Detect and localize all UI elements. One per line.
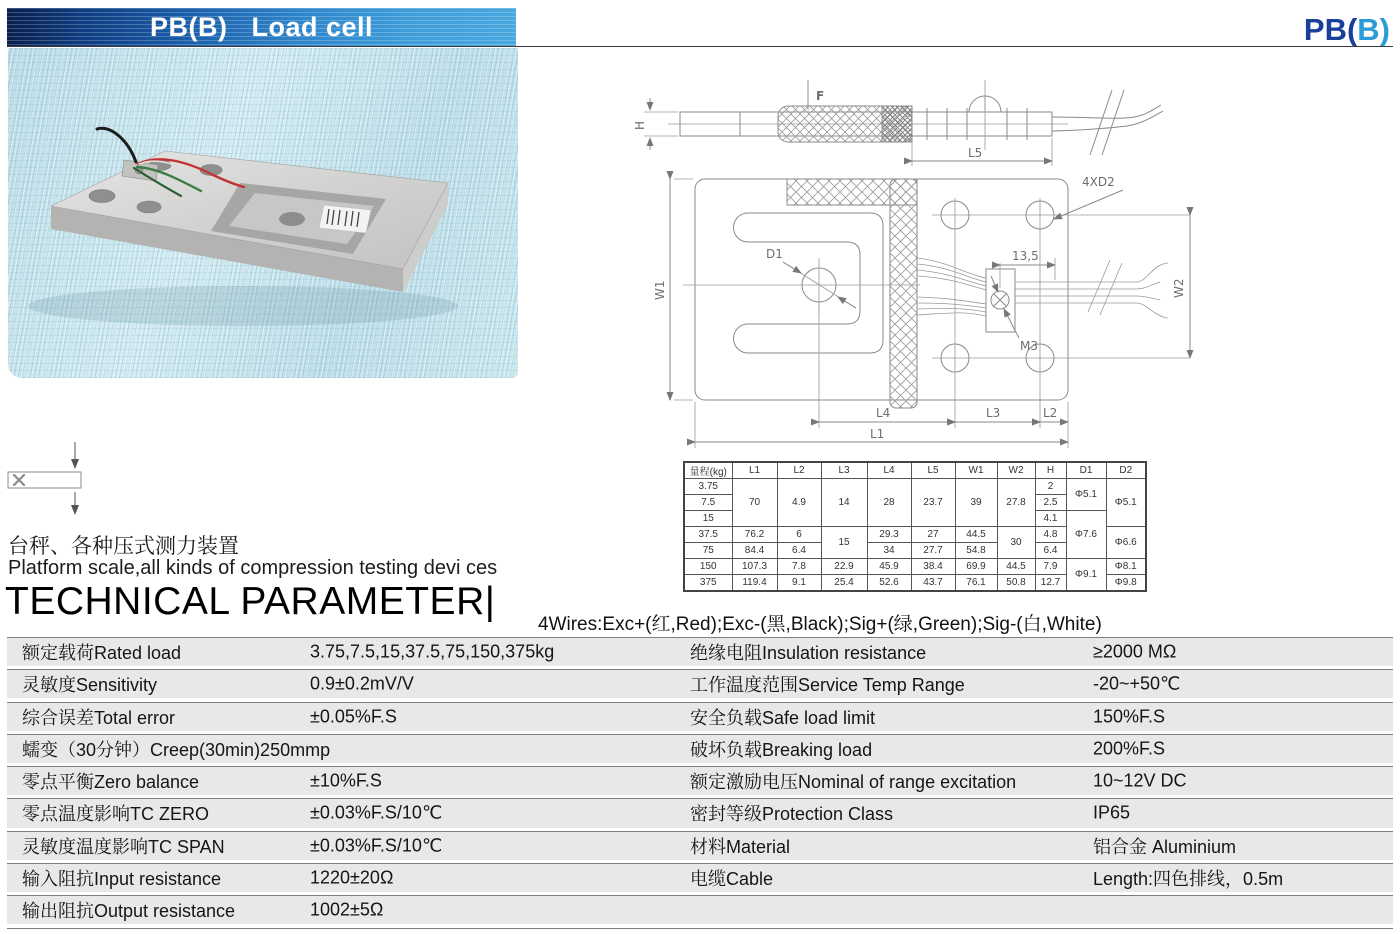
param-label: 密封等级Protection Class bbox=[690, 804, 894, 825]
plate-outline bbox=[695, 179, 1068, 400]
label-l5: L5 bbox=[968, 146, 983, 160]
wires-right bbox=[1015, 260, 1168, 318]
dim-row: 15 4.1 Φ7.6 bbox=[684, 511, 1146, 527]
label-m3: M3 bbox=[1020, 339, 1038, 353]
param-label: 蠕变（30分钟）Creep(30min)250mmp bbox=[22, 739, 331, 760]
param-row bbox=[7, 669, 1393, 698]
param-value: 10~12V DC bbox=[1093, 770, 1187, 791]
param-row bbox=[7, 895, 1393, 924]
brand-part2: B) bbox=[1357, 12, 1390, 47]
param-row bbox=[7, 766, 1393, 795]
wires-left bbox=[917, 258, 986, 316]
u-slot bbox=[734, 213, 884, 353]
cable bbox=[1052, 90, 1163, 155]
load-cell-photo-art bbox=[8, 48, 518, 378]
hatch-vertical-band bbox=[890, 179, 917, 408]
param-label: 零点温度影响TC ZERO bbox=[22, 804, 209, 825]
param-value: ±0.05%F.S bbox=[310, 706, 397, 727]
param-value: ≥2000 MΩ bbox=[1093, 641, 1177, 662]
param-label: 安全负载Safe load limit bbox=[690, 707, 876, 728]
dimension-table bbox=[683, 461, 1147, 592]
param-label: 绝缘电阻Insulation resistance bbox=[690, 643, 927, 664]
label-l4: L4 bbox=[876, 406, 891, 420]
brand-logo bbox=[1304, 12, 1390, 48]
label-w2: W2 bbox=[1172, 278, 1186, 298]
param-row bbox=[7, 637, 1393, 666]
dim-row: 7.5 2.5 bbox=[684, 495, 1146, 511]
param-row bbox=[7, 734, 1393, 763]
param-label: 综合误差Total error bbox=[22, 707, 176, 728]
label-4xd2: 4XD2 bbox=[1082, 175, 1115, 189]
page-title: PB(B) Load cell bbox=[149, 11, 374, 42]
param-value: 200%F.S bbox=[1093, 738, 1166, 759]
table-bottom-border bbox=[7, 928, 1393, 929]
label-l2: L2 bbox=[1043, 406, 1058, 420]
pocket-hole bbox=[279, 212, 305, 226]
label-l3: L3 bbox=[986, 406, 1001, 420]
param-value: 1002±5Ω bbox=[310, 899, 384, 920]
dim-header-row: 量程(kg) L1 L2 L3 L4 L5 W1 W2 H D1 D2 bbox=[684, 462, 1146, 479]
param-value: 150%F.S bbox=[1093, 706, 1166, 727]
header-banner bbox=[7, 8, 516, 46]
parameter-table bbox=[7, 637, 1393, 929]
plan-view-drawing bbox=[620, 170, 1200, 462]
param-value: ±10%F.S bbox=[310, 770, 382, 791]
header-divider bbox=[7, 46, 1393, 47]
param-value: 3.75,7.5,15,37.5,75,150,375kg bbox=[310, 641, 555, 662]
label-l1: L1 bbox=[870, 427, 885, 441]
param-label: 灵敏度温度影响TC SPAN bbox=[22, 836, 225, 857]
description-english: Platform scale,all kinds of compression testing devi ces bbox=[8, 557, 498, 579]
wiring-note: 4Wires:Exc+(红,Red);Exc-(黑,Black);Sig+(绿,Green);Sig-(白,White) bbox=[538, 614, 1102, 635]
param-label: 工作温度范围Service Temp Range bbox=[690, 675, 965, 696]
plate-shadow bbox=[28, 286, 458, 326]
param-row bbox=[7, 798, 1393, 827]
hatch-mark bbox=[14, 475, 24, 485]
param-row bbox=[7, 702, 1393, 731]
param-label: 输入阻抗Input resistance bbox=[22, 869, 222, 890]
param-value: -20~+50℃ bbox=[1093, 673, 1181, 694]
label-h: H bbox=[633, 120, 647, 130]
param-value: ±0.03%F.S/10℃ bbox=[310, 835, 443, 856]
label-135: 13,5 bbox=[1012, 249, 1039, 263]
dim-row: 75 84.4 6.4 34 27.7 54.8 6.4 bbox=[684, 543, 1146, 559]
barcode-label bbox=[319, 205, 371, 233]
product-photo bbox=[8, 48, 518, 378]
param-value: IP65 bbox=[1093, 802, 1131, 823]
label-d1: D1 bbox=[766, 247, 783, 261]
param-label: 破坏负载Breaking load bbox=[690, 739, 873, 760]
gland-hatched bbox=[882, 106, 912, 142]
param-label: 材料Material bbox=[690, 836, 791, 857]
dim-row: 3.75 70 4.9 14 28 23.7 39 27.8 2 Φ5.1 Φ5.1 bbox=[684, 479, 1146, 495]
param-value: 1220±20Ω bbox=[310, 867, 394, 888]
param-label: 灵敏度Sensitivity bbox=[22, 675, 158, 696]
dim-row: 37.5 76.2 6 15 29.3 27 44.5 30 4.8 Φ6.6 bbox=[684, 527, 1146, 543]
param-value: ±0.03%F.S/10℃ bbox=[310, 802, 443, 823]
section-heading: TECHNICAL PARAMETER| bbox=[5, 580, 496, 623]
param-label: 额定载荷Rated load bbox=[22, 643, 182, 664]
param-label: 输出阻抗Output resistance bbox=[22, 901, 236, 922]
param-label: 零点平衡Zero balance bbox=[22, 772, 200, 793]
force-diagram bbox=[5, 438, 125, 523]
label-f: F bbox=[816, 89, 825, 103]
label-w1: W1 bbox=[653, 280, 667, 300]
brand-part1: PB( bbox=[1303, 12, 1358, 47]
param-value: 0.9±0.2mV/V bbox=[310, 673, 414, 694]
side-view-drawing bbox=[620, 60, 1200, 172]
param-label: 电缆Cable bbox=[690, 869, 774, 890]
param-label: 额定激励电压Nominal of range excitation bbox=[690, 772, 1017, 793]
param-row bbox=[7, 863, 1393, 892]
description-chinese: 台秤、各种压式测力装置 bbox=[8, 535, 239, 558]
param-value: 铝合金 Aluminium bbox=[1093, 836, 1237, 857]
param-value: Length:四色排线，0.5m bbox=[1093, 869, 1284, 890]
dim-row: 375 119.4 9.1 25.4 52.6 43.7 76.1 50.8 12.7 Φ9.8 bbox=[684, 575, 1146, 592]
dim-row: 150 107.3 7.8 22.9 45.9 38.4 69.9 44.5 7.9 Φ9.1 Φ8.1 bbox=[684, 559, 1146, 575]
param-row bbox=[7, 831, 1393, 860]
